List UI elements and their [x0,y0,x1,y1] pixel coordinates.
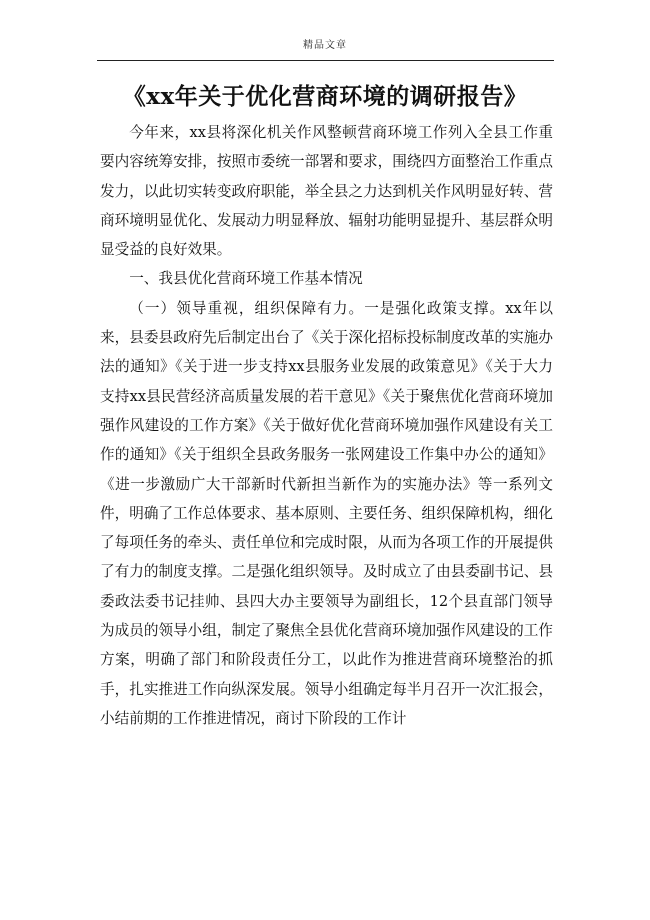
document-body [100,118,553,733]
paragraph-intro: 今年来，xx县将深化机关作风整顿营商环境工作列入全县工作重要内容统筹安排，按照市委统一部署和要求，围绕四方面整治工作重点发力，以此切实转变政府职能，举全县之力达到机关作风明显好转、营商环境明显优化、发展动力明显释放、辐射功能明显提升、基层群众明显受益的良好效果。 [100,124,553,259]
section-heading: 一、我县优化营商环境工作基本情况 [129,270,363,288]
paragraph-section-1: （一）领导重视，组织保障有力。一是强化政策支撑。xx年以来，县委县政府先后制定出台了《关于深化招标投标制度改革的实施办法的通知》《关于进一步支持xx县服务业发展的政策意见》《关于大力支持xx县民营经济高质量发展的若干意见》《关于聚焦优化营商环境加强作风建设的工作方案》《关于做好优化营商环境加强作风建设有关工作的通知》《关于组织全县政务服务一张网建设工作集中办公的通知》《进一步激励广大干部新时代新担当新作为的实施办法》等一系列文件，明确了工作总体要求、基本原则、主要任务、组织保障机构，细化了每项任务的牵头、责任单位和完成时限，从而为各项工作的开展提供了有力的制度支撑。二是强化组织领导。及时成立了由县委副书记、县委政法委书记挂帅、县四大办主要领导为副组长，12个县直部门领导为成员的领导小组，制定了聚焦全县优化营商环境加强作风建设的工作方案，明确了部门和阶段责任分工，以此作为推进营商环境整治的抓手，扎实推进工作向纵深发展。领导小组确定每半月召开一次汇报会，小结前期的工作推进情况，商讨下阶段的工作计 [100,299,553,727]
header-divider [97,60,554,61]
page-header-label: 精品文章 [303,40,347,51]
document-title: 《xx年关于优化营商环境的调研报告》 [122,83,528,110]
